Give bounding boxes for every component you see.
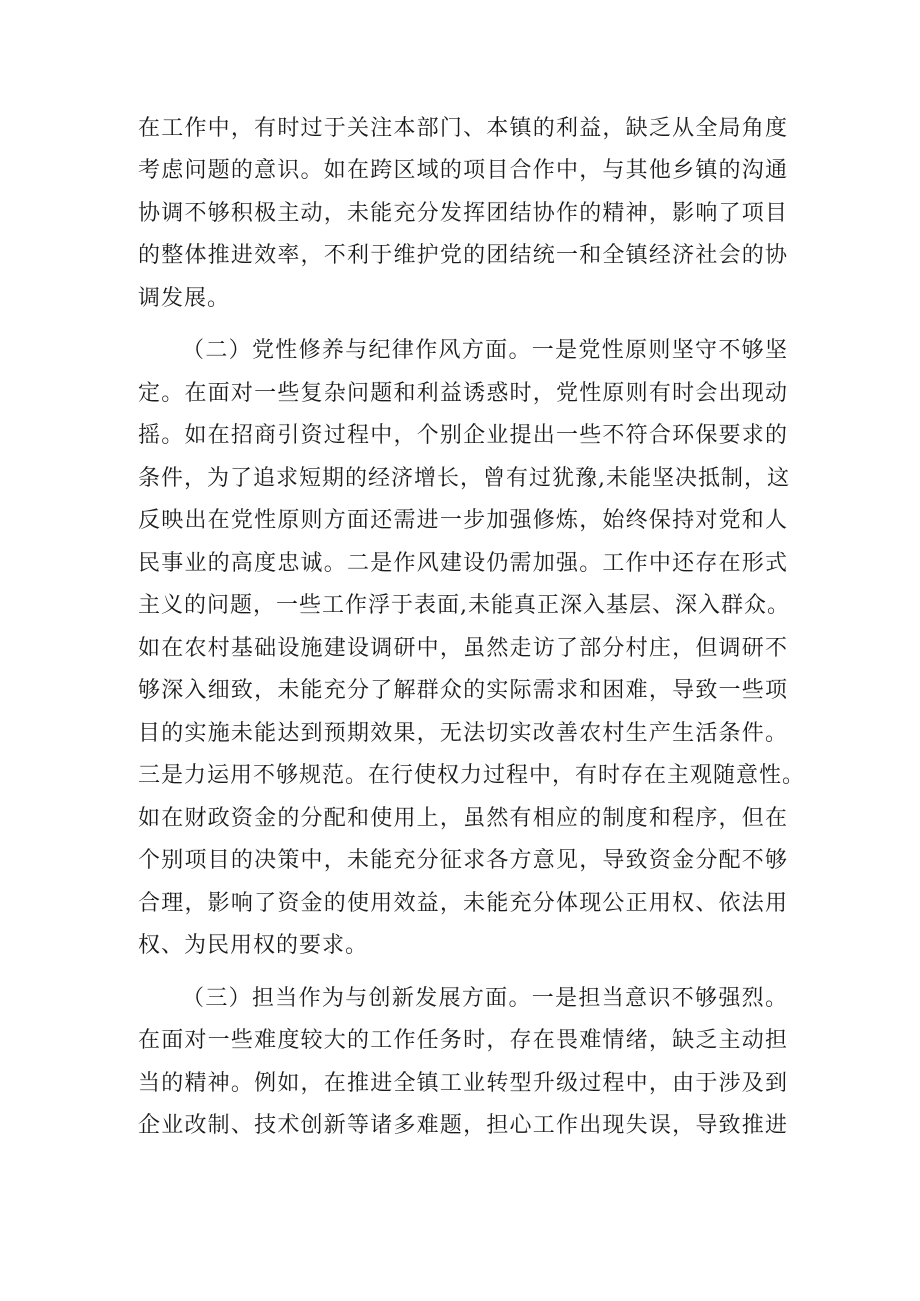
- paragraph-line: 如在农村基础设施建设调研中，虽然走访了部分村庄，但调研不: [138, 636, 788, 661]
- paragraph-line: （二）党性修养与纪律作风方面。一是党性原则坚守不够坚: [182, 338, 788, 363]
- paragraph-line: 在面对一些难度较大的工作任务时，存在畏难情绪，缺乏主动担: [138, 1028, 788, 1053]
- paragraph-line: 协调不够积极主动，未能充分发挥团结协作的精神，影响了项目: [138, 201, 788, 226]
- paragraph-line: 考虑问题的意识。如在跨区域的项目合作中，与其他乡镇的沟通: [138, 158, 788, 183]
- paragraph-line: 摇。如在招商引资过程中，个别企业提出一些不符合环保要求的: [138, 423, 788, 448]
- paragraph-line: 企业改制、技术创新等诸多难题，担心工作出现失误，导致推进: [138, 1113, 788, 1138]
- paragraph-line: 的整体推进效率，不利于维护党的团结统一和全镇经济社会的协: [138, 243, 788, 268]
- paragraph-line: 个别项目的决策中，未能充分征求各方意见，导致资金分配不够: [138, 848, 788, 873]
- paragraph-line: 目的实施未能达到预期效果，无法切实改善农村生产生活条件。: [138, 721, 788, 746]
- paragraph-line: 反映出在党性原则方面还需进一步加强修炼，始终保持对党和人: [138, 508, 788, 533]
- paragraph-line: 够深入细致，未能充分了解群众的实际需求和困难，导致一些项: [138, 678, 788, 703]
- paragraph-line: 主义的问题，一些工作浮于表面,未能真正深入基层、深入群众。: [138, 593, 790, 618]
- paragraph-line: 如在财政资金的分配和使用上，虽然有相应的制度和程序，但在: [138, 806, 788, 831]
- paragraph-line: 权、为民用权的要求。: [138, 933, 369, 958]
- paragraph-line: 定。在面对一些复杂问题和利益诱惑时，党性原则有时会出现动: [138, 381, 788, 406]
- paragraph-line: 合理，影响了资金的使用效益，未能充分体现公正用权、依法用: [138, 891, 788, 916]
- paragraph-line: 在工作中，有时过于关注本部门、本镇的利益，缺乏从全局角度: [138, 116, 788, 141]
- paragraph-line: 条件，为了追求短期的经济增长，曾有过犹豫,未能坚决抵制，这: [138, 466, 790, 491]
- paragraph-line: 三是力运用不够规范。在行使权力过程中，有时存在主观随意性。: [138, 763, 806, 788]
- paragraph-line: 调发展。: [138, 286, 231, 311]
- paragraph-line: 当的精神。例如，在推进全镇工业转型升级过程中，由于涉及到: [138, 1071, 788, 1096]
- paragraph-line: （三）担当作为与创新发展方面。一是担当意识不够强烈。: [182, 986, 788, 1011]
- paragraph-line: 民事业的高度忠诚。二是作风建设仍需加强。工作中还存在形式: [138, 551, 788, 576]
